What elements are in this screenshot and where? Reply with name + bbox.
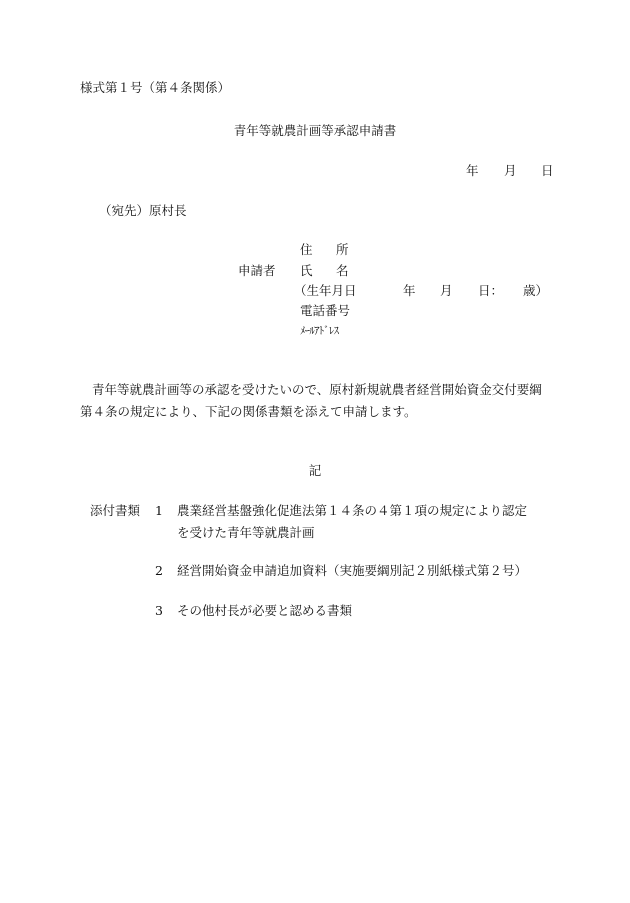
date-day-label: 日 — [541, 163, 554, 178]
phone-label: 電話番号 — [300, 303, 351, 318]
ki-heading: 記 — [308, 463, 322, 478]
body-paragraph: 青年等就農計画等の承認を受けたいので、原村新規就農者経営開始資金交付要綱第４条の規定により、下記の関係書類を添えて申請します。 — [80, 382, 542, 419]
attachment-text: 経営開始資金申請追加資料（実施要綱別記２別紙様式第２号） — [177, 563, 528, 578]
attachment-number: 1 — [155, 503, 163, 518]
attachment-text: 農業経営基盤強化促進法第１４条の４第１項の規定により認定を受けた青年等就農計画 — [177, 503, 528, 540]
date-month-label: 月 — [504, 163, 517, 178]
dob-label: （生年月日 — [294, 283, 357, 298]
form-number: 様式第１号（第４条関係） — [80, 80, 231, 95]
applicant-label: 申請者 — [238, 263, 276, 278]
email-label: ﾒｰﾙｱﾄﾞﾚｽ — [300, 325, 339, 337]
attachment-text: その他村長が必要と認める書類 — [177, 603, 353, 618]
dob-year-label: 年 — [403, 283, 416, 298]
attachment-number: 2 — [155, 563, 163, 578]
attachments-label: 添付書類 — [90, 503, 141, 518]
dob-age-label: 歳） — [523, 283, 549, 298]
address-label-part2: 所 — [336, 242, 349, 257]
attachment-number: 3 — [155, 603, 163, 618]
addressee: （宛先）原村長 — [99, 203, 187, 218]
address-label-part1: 住 — [300, 242, 313, 257]
name-label-part2: 名 — [336, 263, 349, 278]
dob-month-label: 月 — [440, 283, 453, 298]
document-title: 青年等就農計画等承認申請書 — [233, 123, 397, 138]
name-label-part1: 氏 — [300, 263, 313, 278]
dob-day-label: 日： — [478, 283, 504, 298]
date-year-label: 年 — [466, 163, 479, 178]
